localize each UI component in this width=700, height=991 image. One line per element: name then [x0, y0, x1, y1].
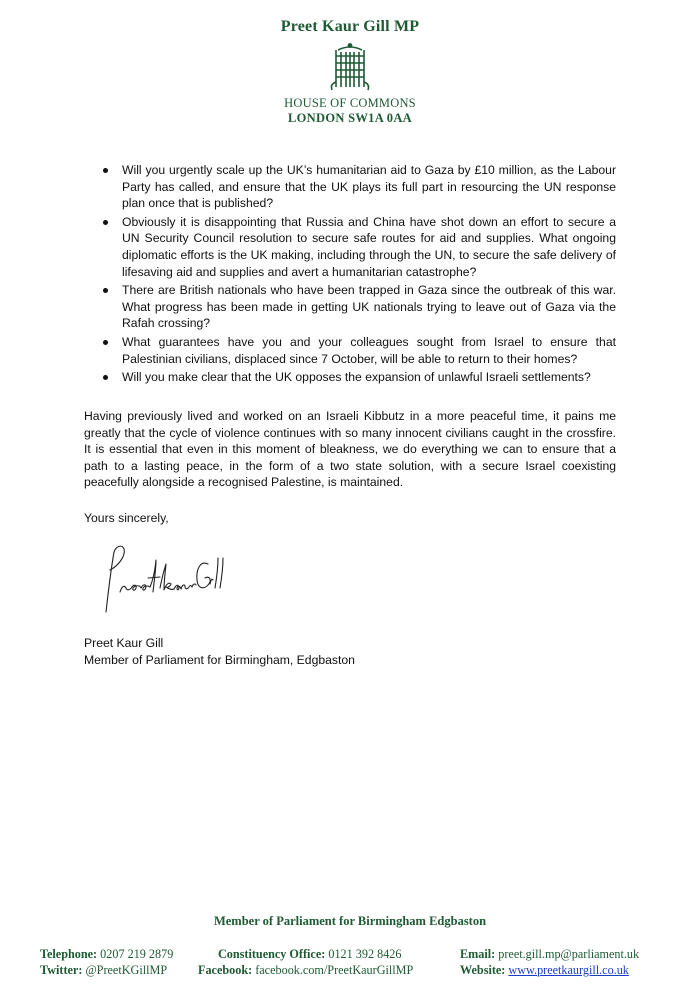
mp-name: Preet Kaur Gill MP [280, 18, 420, 35]
footer-twitter [40, 963, 198, 978]
footer-email [460, 947, 660, 962]
signatory-block [84, 635, 355, 668]
constituency-value: 0121 392 8426 [328, 947, 402, 961]
bullet-icon [103, 288, 108, 293]
facebook-label: Facebook: [198, 963, 253, 977]
footer-social-row [0, 963, 700, 978]
list-item [84, 282, 616, 332]
list-item [84, 369, 616, 386]
footer-website [460, 963, 660, 978]
question-list-container [84, 162, 616, 388]
footer-constituency [218, 947, 460, 962]
bullet-icon [103, 375, 108, 380]
bullet-icon [103, 340, 108, 345]
list-item-text: Will you urgently scale up the UK’s humanitarian aid to Gaza by £10 million, as the Labour Party has called, and ensure that the UK plays its full part in resourcing the UN response plan once that is published? [122, 163, 616, 211]
email-label: Email: [460, 947, 496, 961]
telephone-value: 0207 219 2879 [100, 947, 174, 961]
footer-contact-row [0, 947, 700, 962]
portcullis-icon [328, 42, 372, 92]
address: LONDON SW1A 0AA [288, 111, 412, 125]
bullet-icon [103, 220, 108, 225]
list-item-text: There are British nationals who have been trapped in Gaza since the outbreak of this war. What progress has been made in getting UK nationals trying to leave out of Gaza via the Rafah crossing? [122, 283, 616, 331]
website-link[interactable]: www.preetkaurgill.co.uk [508, 963, 629, 977]
constituency-label: Constituency Office: [218, 947, 326, 961]
telephone-label: Telephone: [40, 947, 98, 961]
letterhead [0, 18, 700, 126]
house-of-commons: HOUSE OF COMMONS [284, 96, 416, 110]
email-value: preet.gill.mp@parliament.uk [498, 947, 640, 961]
signatory-title: Member of Parliament for Birmingham, Edgbaston [84, 652, 355, 667]
footer-facebook [198, 963, 460, 978]
body-paragraph: Having previously lived and worked on an Israeli Kibbutz in a more peaceful time, it pains me greatly that the cycle of violence continues with so many innocent civilians caught in the crossfire. It is essential that even in this moment of bleakness, we do everything we can to ensure that a path to a lasting peace, in the form of a two state solution, with a secure Israel coexisting peacefully alongside a recognised Palestine, is maintained. [84, 409, 616, 490]
list-item-text: What guarantees have you and your colleagues sought from Israel to ensure that Palestinian civilians, displaced since 7 October, will be able to return to their homes? [122, 334, 616, 366]
closing: Yours sincerely, [84, 511, 169, 525]
list-item-text: Will you make clear that the UK opposes the expansion of unlawful Israeli settlements? [122, 370, 591, 385]
footer-title: Member of Parliament for Birmingham Edgbaston [213, 914, 487, 928]
twitter-label: Twitter: [40, 963, 83, 977]
signatory-name: Preet Kaur Gill [84, 636, 164, 650]
list-item [84, 214, 616, 280]
list-item-text: Obviously it is disappointing that Russia and China have shot down an effort to secure a UN Security Council resolution to secure safe routes for aid and supplies. What ongoing diplomatic efforts is the UK making, including through the UN, to secure the safe delivery of lifesaving aid and supplies and avert a humanitarian catastrophe? [122, 214, 616, 279]
bullet-icon [103, 168, 108, 173]
question-list [84, 162, 616, 386]
twitter-handle: @PreetKGillMP [85, 963, 168, 977]
signature-image [96, 540, 226, 620]
facebook-value: facebook.com/PreetKaurGillMP [255, 963, 414, 977]
website-label: Website: [460, 963, 506, 977]
list-item [84, 162, 616, 212]
footer-telephone [40, 947, 218, 962]
list-item [84, 334, 616, 367]
